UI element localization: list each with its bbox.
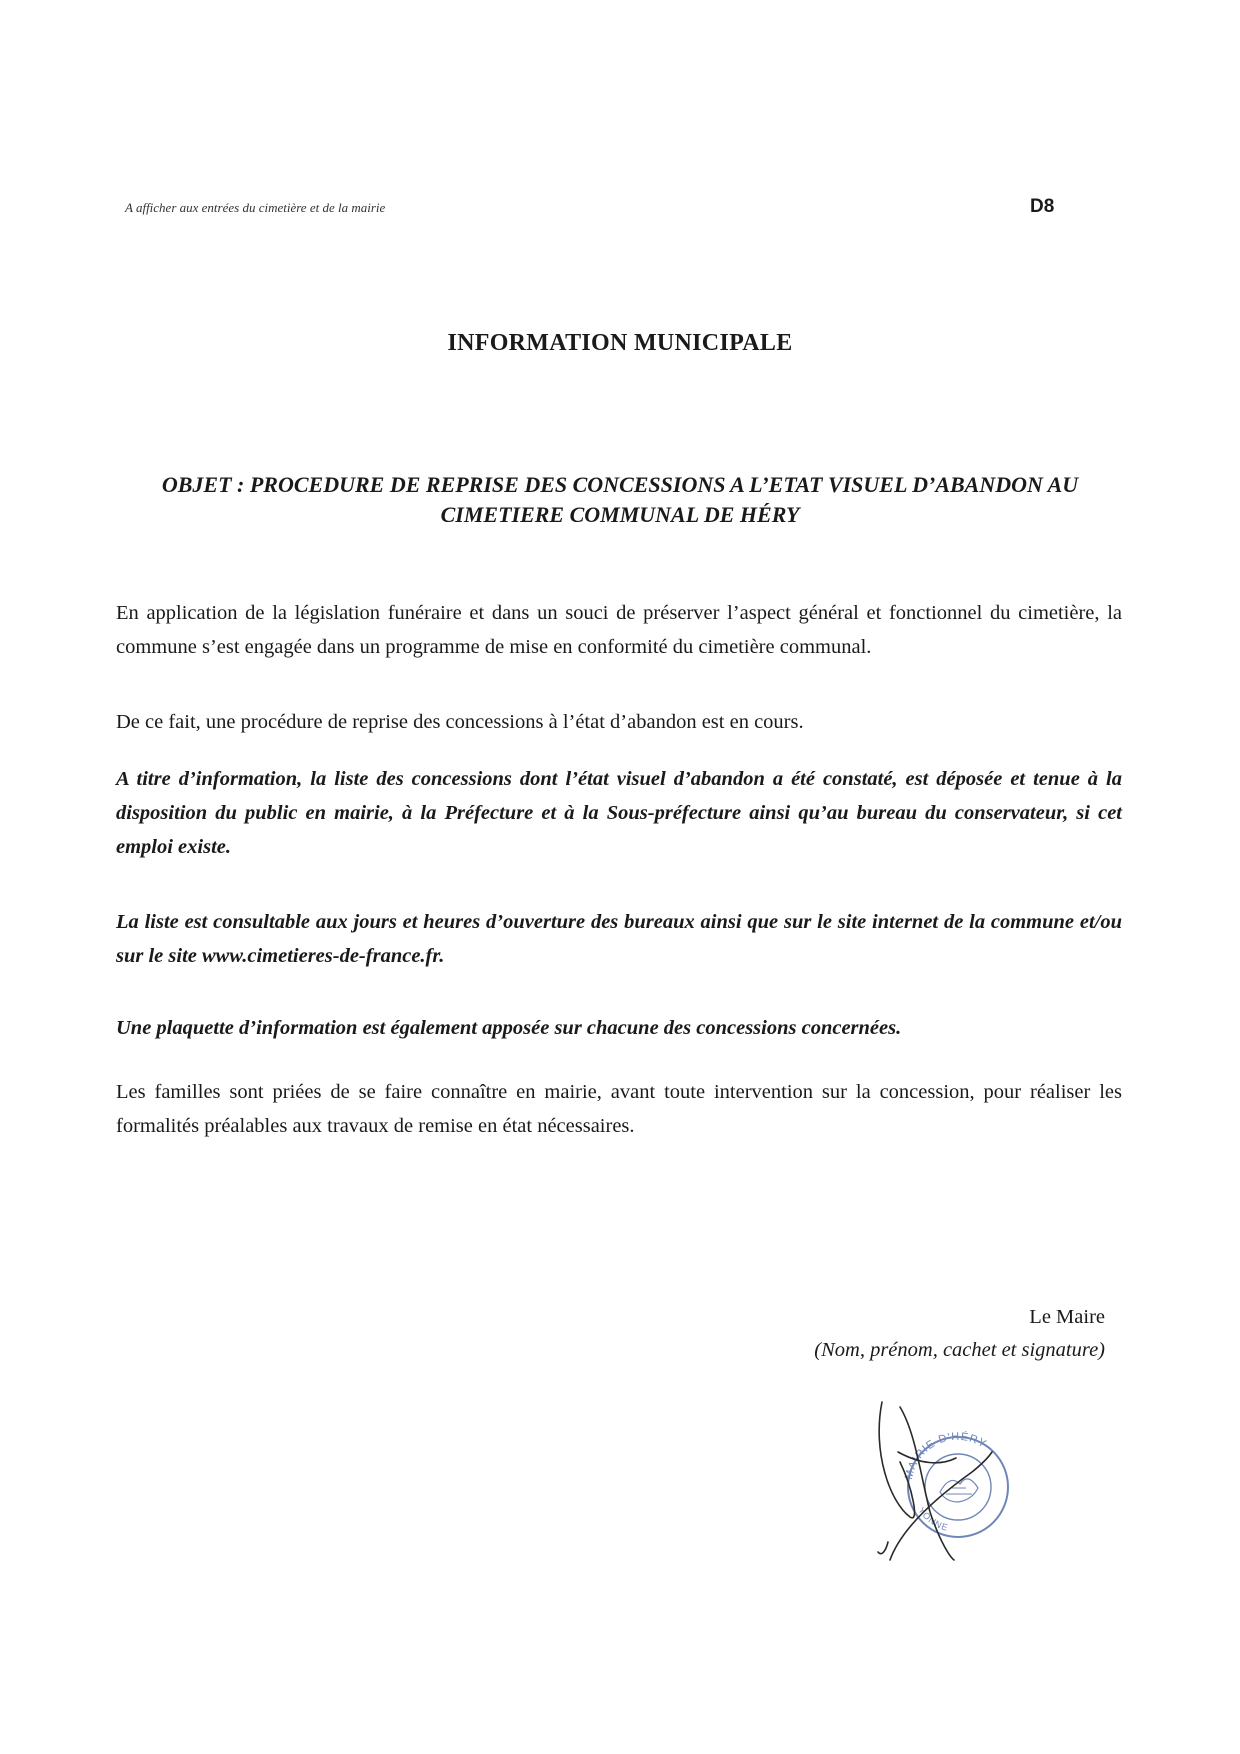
paragraph-list-consultation: La liste est consultable aux jours et heures d’ouverture des bureaux ainsi que sur le site internet de la commune et/ou sur le site www.cimetieres-de-france.fr. <box>116 911 1122 967</box>
document-title: INFORMATION MUNICIPALE <box>447 330 793 356</box>
handwritten-signature <box>878 1402 992 1560</box>
subject-line-2: CIMETIERE COMMUNAL DE HÉRY <box>440 502 800 527</box>
paragraph-list-deposit: A titre d’information, la liste des concessions dont l’état visuel d’abandon a été constaté, est déposée et tenue à la disposition du public en mairie, à la Préfecture et à la Sous-préfecture ainsi qu’au bureau du conservateur, si cet emploi existe. <box>116 768 1122 858</box>
subject-heading <box>100 470 1140 530</box>
document-code: D8 <box>1030 196 1055 217</box>
subject-line-1: OBJET : PROCEDURE DE REPRISE DES CONCESSIONS A L’ETAT VISUEL D’ABANDON AU <box>161 472 1079 497</box>
paragraph-families: Les familles sont priées de se faire connaître en mairie, avant toute intervention sur la concession, pour réaliser les formalités préalables aux travaux de remise en état nécessaires. <box>116 1081 1122 1137</box>
paragraph-procedure: De ce fait, une procédure de reprise des concessions à l’état d’abandon est en cours. <box>116 711 804 733</box>
paragraph-info-plaque: Une plaquette d’information est également apposée sur chacune des concessions concernées. <box>116 1017 902 1039</box>
stamp-text-bottom: YONNE <box>916 1505 950 1533</box>
signatory-subtitle: (Nom, prénom, cachet et signature) <box>814 1339 1105 1361</box>
mayor-stamp-signature <box>860 1392 1020 1562</box>
paragraph-legislation: En application de la législation funéraire et dans un souci de préserver l’aspect général et fonctionnel du cimetière, la commune s’est engagée dans un programme de mise en conformité du cimetière communal. <box>116 602 1122 658</box>
signatory-title: Le Maire <box>1029 1306 1105 1328</box>
posting-instruction: A afficher aux entrées du cimetière et de la mairie <box>125 200 386 215</box>
stamp-text-top: MAIRIE D'HÉRY <box>902 1430 989 1481</box>
